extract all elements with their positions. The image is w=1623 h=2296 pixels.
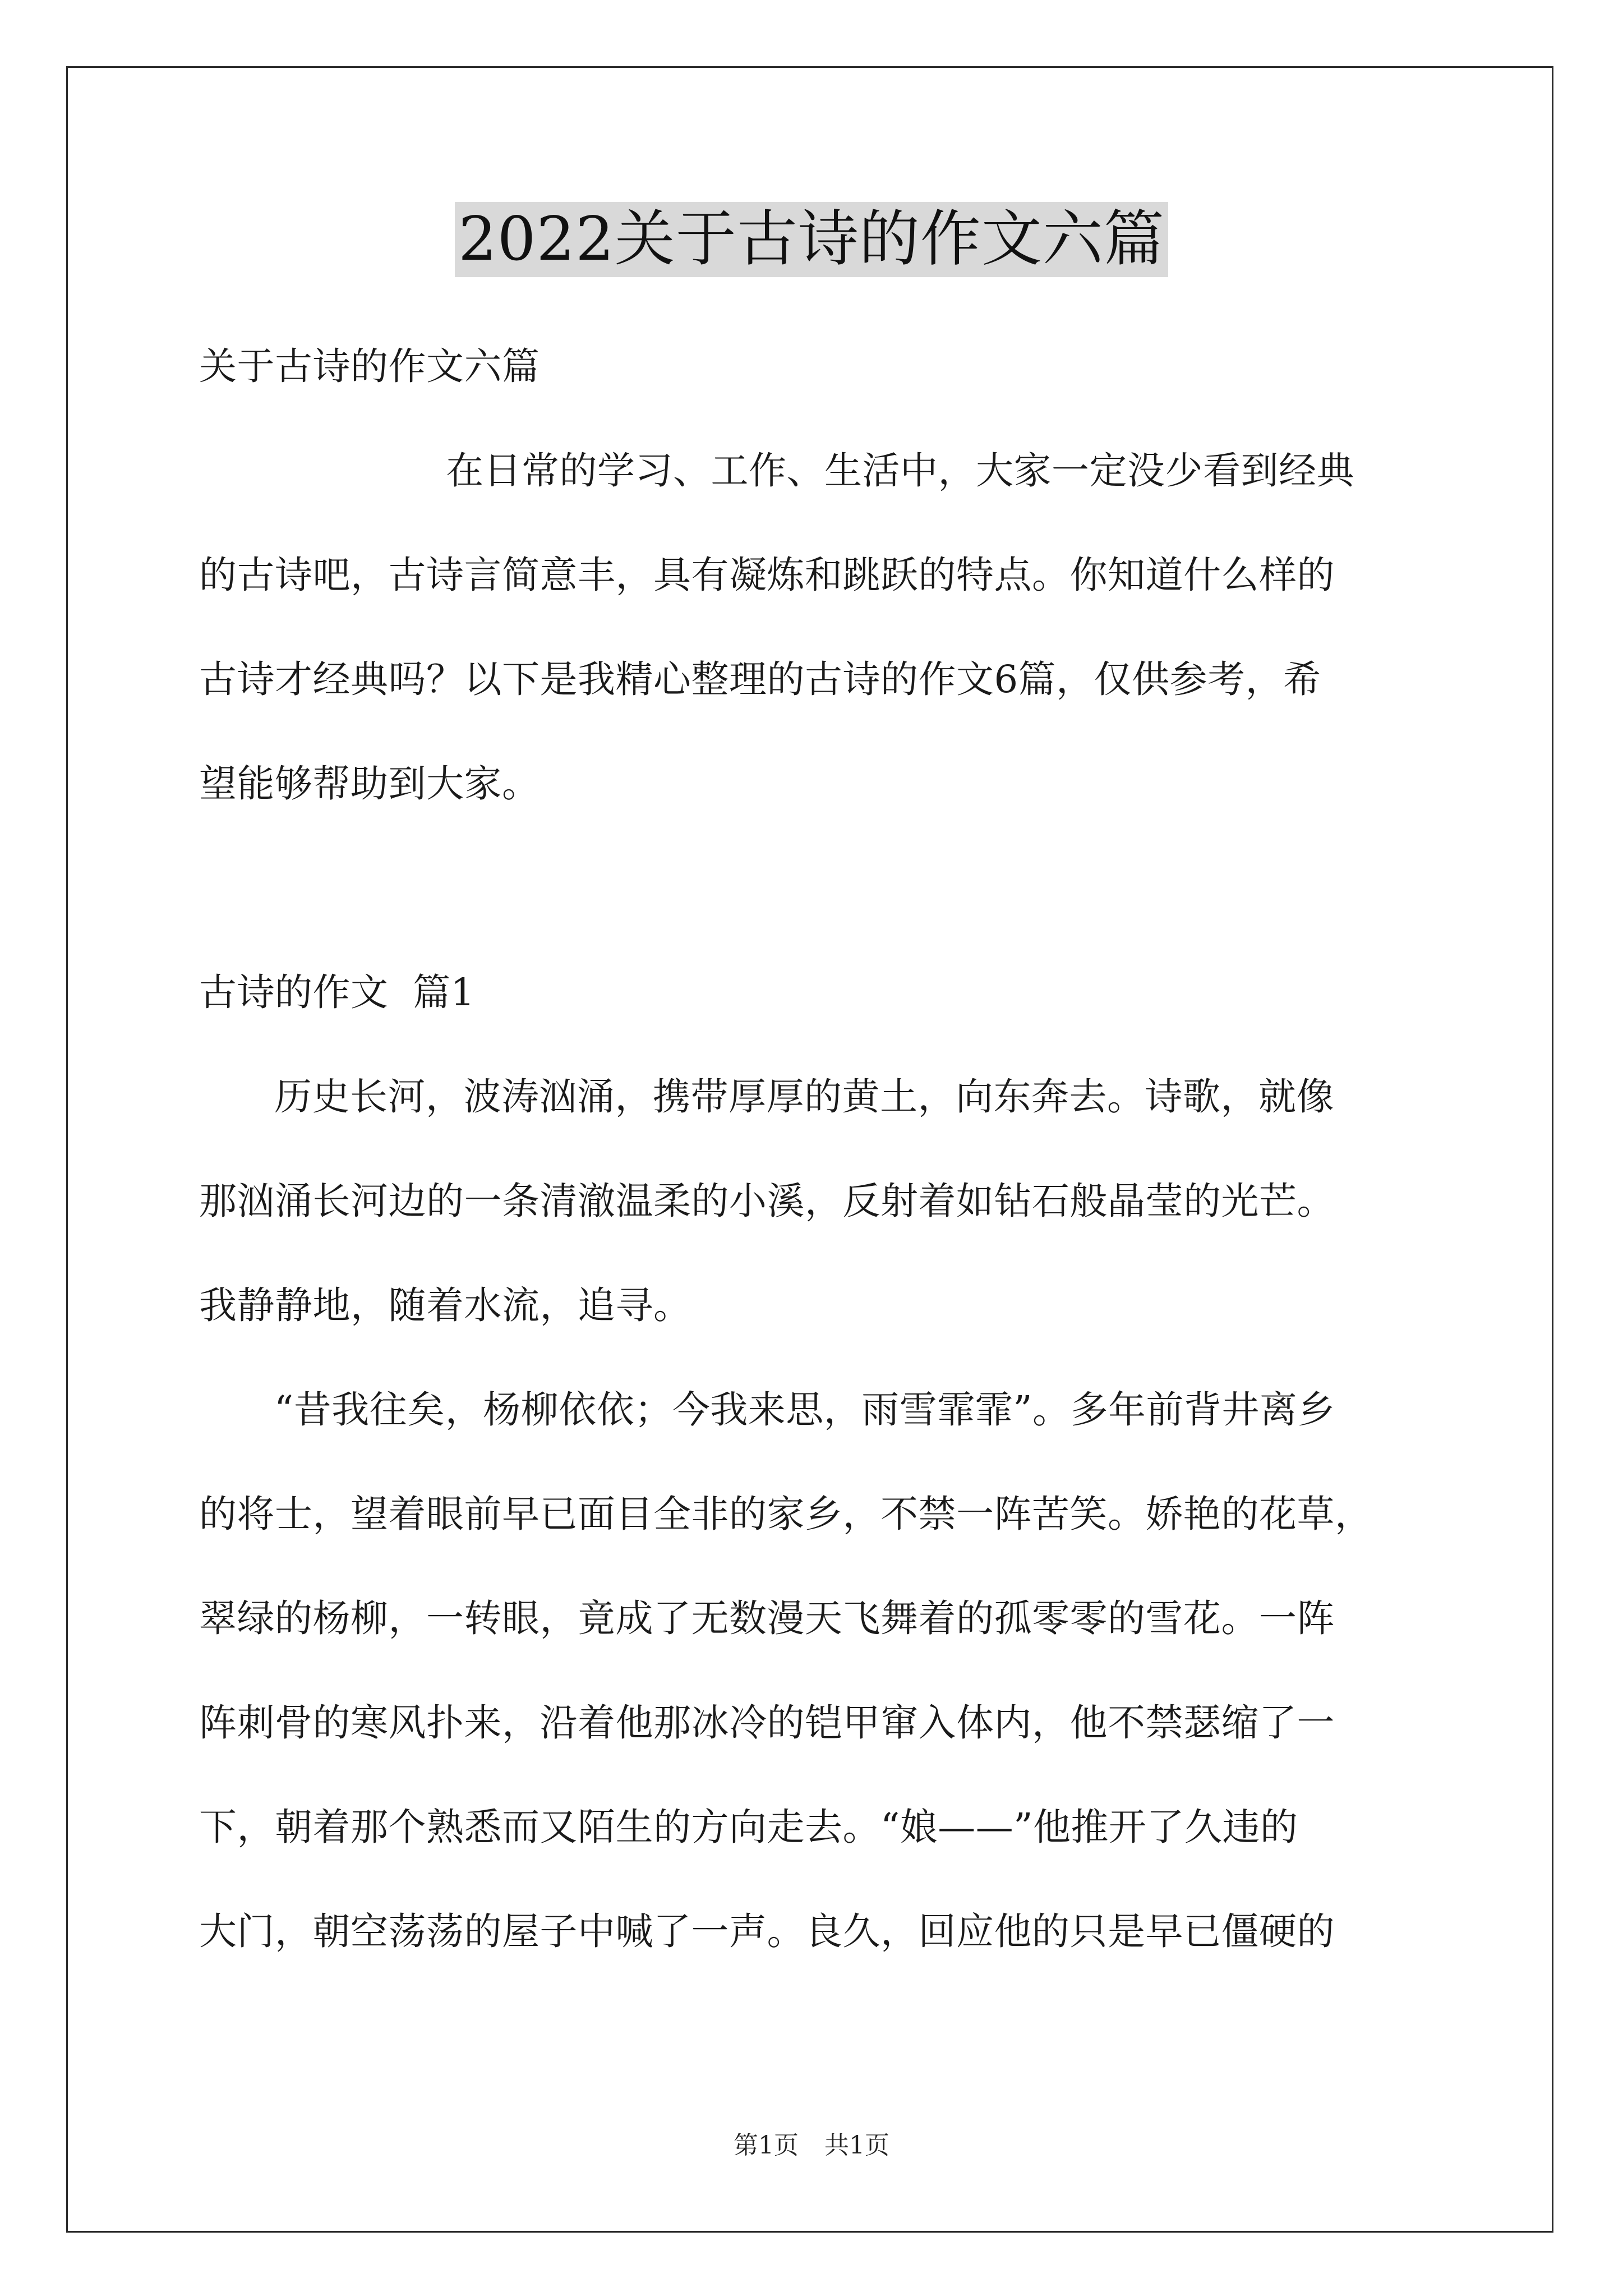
intro-line: 古诗才经典吗？以下是我精心整理的古诗的作文6篇，仅供参考，希 — [199, 657, 1321, 701]
page-total: 共1页 — [824, 2131, 889, 2160]
paragraph-line: 下，朝着那个熟悉而又陌生的方向走去。“娘——”他推开了久违的 — [199, 1805, 1298, 1849]
section-heading: 古诗的作文 篇1 — [199, 970, 475, 1014]
paragraph-line: 大门，朝空荡荡的屋子中喊了一声。良久，回应他的只是早已僵硬的 — [199, 1910, 1335, 1953]
subtitle: 关于古诗的作文六篇 — [199, 344, 540, 388]
intro-line: 的古诗吧，古诗言简意丰，具有凝炼和跳跃的特点。你知道什么样的 — [199, 553, 1335, 597]
document-title: 2022关于古诗的作文六篇 — [455, 202, 1168, 277]
page-footer — [0, 2129, 1623, 2162]
intro-line: 望能够帮助到大家。 — [199, 762, 540, 806]
page-number: 第1页 — [734, 2131, 799, 2160]
paragraph-line: 的将士，望着眼前早已面目全非的家乡，不禁一阵苦笑。娇艳的花草， — [199, 1492, 1373, 1536]
document-body — [199, 314, 1427, 1984]
paragraph-line: “昔我往矣，杨柳依依；今我来思，雨雪霏霏”。多年前背井离乡 — [274, 1388, 1336, 1432]
title-block — [0, 202, 1623, 277]
paragraph-line: 那汹涌长河边的一条清澈温柔的小溪，反射着如钻石般晶莹的光芒。 — [199, 1179, 1335, 1223]
intro-line: 在日常的学习、工作、生活中，大家一定没少看到经典 — [446, 449, 1354, 493]
paragraph-line: 阵刺骨的寒风扑来，沿着他那冰冷的铠甲窜入体内，他不禁瑟缩了一 — [199, 1701, 1335, 1745]
spacer — [199, 836, 1427, 940]
paragraph-line: 我静静地，随着水流，追寻。 — [199, 1283, 691, 1327]
paragraph-line: 翠绿的杨柳，一转眼，竟成了无数漫天飞舞着的孤零零的雪花。一阵 — [199, 1596, 1335, 1640]
paragraph-line: 历史长河，波涛汹涌，携带厚厚的黄土，向东奔去。诗歌，就像 — [274, 1075, 1334, 1119]
